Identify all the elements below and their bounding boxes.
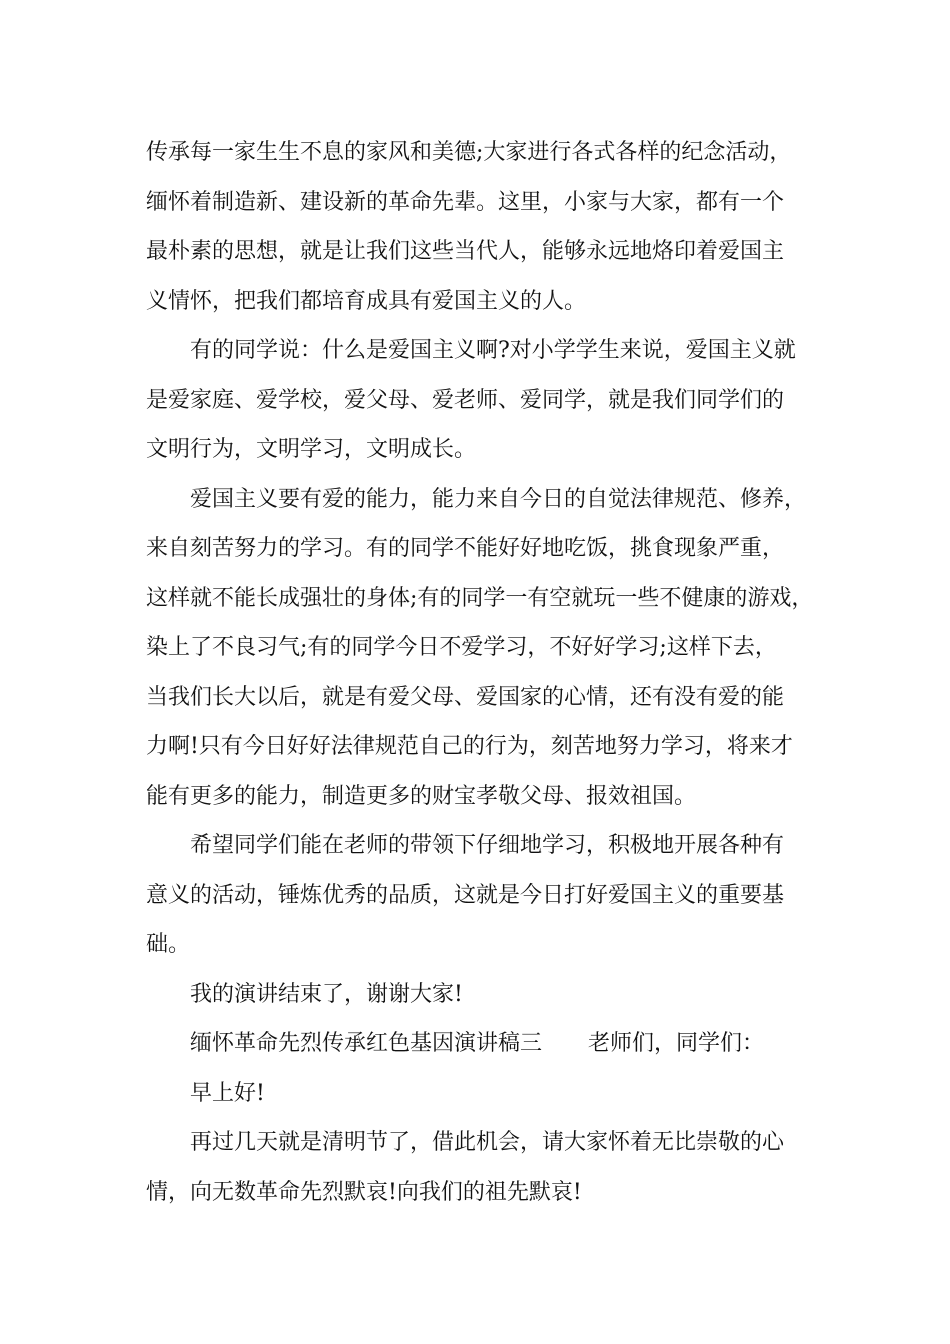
paragraph-4 — [146, 821, 836, 970]
text-line: 能有更多的能力，制造更多的财宝孝敬父母、报效祖国。 — [146, 783, 697, 809]
text-line: 最朴素的思想，就是让我们这些当代人，能够永远地烙印着爱国主 — [146, 239, 785, 264]
text-line: 来自刻苦努力的学习。有的同学不能好好地吃饭，挑食现象严重， — [146, 536, 785, 561]
salutation: 老师们，同学们： — [588, 1031, 765, 1056]
text-line: 意义的活动，锤炼优秀的品质，这就是今日打好爱国主义的重要基 — [146, 882, 785, 908]
text-line: 爱国主义要有爱的能力，能力来自今日的自觉法律规范、修养， — [190, 486, 807, 512]
text-line: 有的同学说：什么是爱国主义啊?对小学学生来说，爱国主义就 — [190, 338, 796, 363]
text-line: 义情怀，把我们都培育成具有爱国主义的人。 — [146, 288, 587, 314]
paragraph-1 — [146, 128, 836, 326]
text-line: 希望同学们能在老师的带领下仔细地学习，积极地开展各种有 — [190, 833, 785, 858]
text-line: 是爱家庭、爱学校，爱父母、爱老师、爱同学，就是我们同学们的 — [146, 387, 785, 413]
greeting-line: 早上好! — [190, 1080, 265, 1106]
paragraph-5 — [146, 1118, 836, 1217]
document-body — [146, 128, 836, 1217]
paragraph-3 — [146, 475, 836, 822]
text-line: 传承每一家生生不息的家风和美德;大家进行各式各样的纪念活动， — [146, 140, 792, 165]
text-line: 础。 — [146, 932, 191, 957]
text-line: 当我们长大以后，就是有爱父母、爱国家的心情，还有没有爱的能 — [146, 684, 785, 710]
speech-title: 缅怀革命先烈传承红色基因演讲稿三 — [190, 1031, 543, 1056]
text-line: 文明行为，文明学习，文明成长。 — [146, 437, 477, 462]
closing-line: 我的演讲结束了，谢谢大家! — [190, 981, 463, 1007]
text-line: 力啊!只有今日好好法律规范自己的行为，刻苦地努力学习，将来才 — [146, 734, 793, 759]
text-line: 缅怀着制造新、建设新的革命先辈。这里，小家与大家，都有一个 — [146, 189, 785, 215]
paragraph-2 — [146, 326, 836, 475]
text-line: 再过几天就是清明节了，借此机会，请大家怀着无比崇敬的心 — [190, 1130, 785, 1155]
text-line: 这样就不能长成强壮的身体;有的同学一有空就玩一些不健康的游戏， — [146, 585, 814, 611]
speech-title-line — [146, 1019, 836, 1069]
text-line: 情，向无数革命先烈默哀!向我们的祖先默哀! — [146, 1179, 582, 1205]
text-line: 染上了不良习气;有的同学今日不爱学习，不好好学习;这样下去， — [146, 635, 777, 660]
